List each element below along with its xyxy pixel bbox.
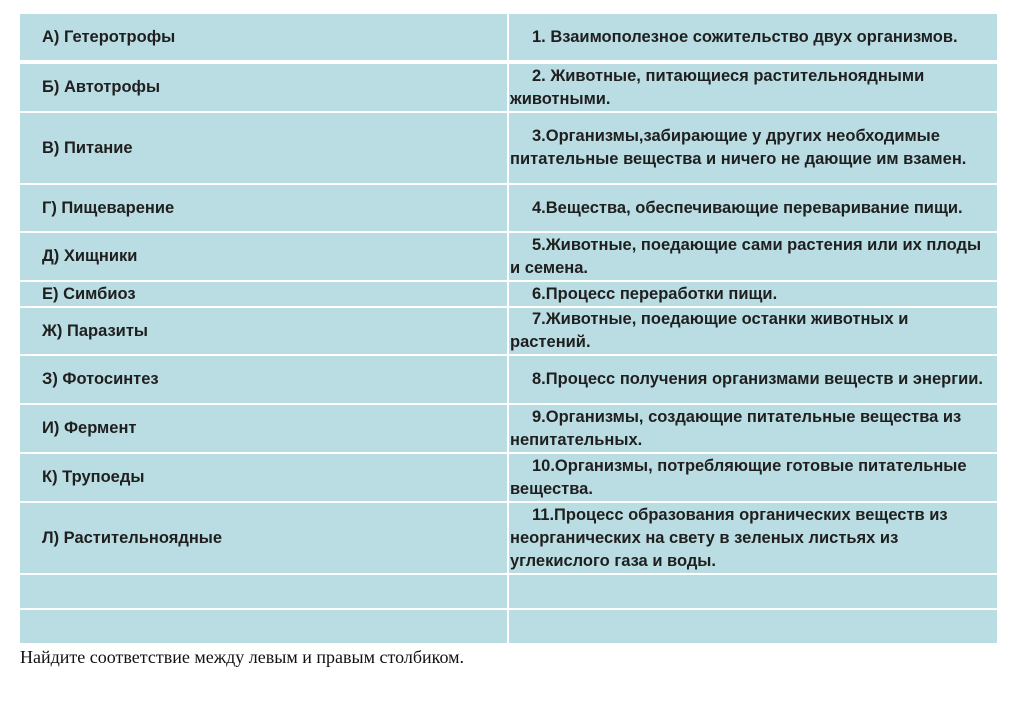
term-label: Б) Автотрофы	[42, 78, 161, 96]
right-cell	[509, 308, 997, 354]
left-cell	[20, 113, 507, 183]
right-cell	[509, 356, 997, 403]
term-label: Г) Пищеварение	[42, 198, 175, 217]
left-cell	[20, 185, 507, 231]
term-label: В) Питание	[42, 138, 133, 157]
table-row	[20, 308, 997, 354]
left-cell	[20, 454, 507, 501]
left-cell	[20, 282, 507, 306]
left-cell	[20, 233, 507, 280]
definition-text: 4.Вещества, обеспечивающие переваривание пищи.	[532, 198, 963, 217]
table-row	[20, 185, 997, 231]
table-row	[20, 14, 997, 60]
term-label: Ж) Паразиты	[42, 321, 149, 340]
right-cell	[509, 113, 997, 183]
definition-text: 2. Животные, питающиеся растительноядными животными.	[510, 66, 925, 108]
right-cell	[509, 405, 997, 452]
left-cell	[20, 356, 507, 403]
left-cell	[20, 308, 507, 354]
table-row	[20, 356, 997, 403]
instruction-text: Найдите соответствие между левым и правым столбиком.	[20, 647, 465, 667]
table-row	[20, 610, 997, 643]
table-row	[20, 233, 997, 280]
right-cell	[509, 282, 997, 306]
table-row	[20, 503, 997, 573]
term-label: К) Трупоеды	[42, 468, 145, 486]
definition-text: 6.Процесс переработки пищи.	[532, 284, 778, 303]
term-label: З) Фотосинтез	[42, 370, 159, 388]
left-cell	[20, 64, 507, 111]
right-cell	[509, 233, 997, 280]
definition-text: 9.Организмы, создающие питательные вещества из непитательных.	[510, 407, 962, 449]
left-cell	[20, 14, 507, 60]
left-cell	[20, 405, 507, 452]
table-row	[20, 454, 997, 501]
left-cell	[20, 503, 507, 573]
left-cell	[20, 575, 507, 608]
right-cell	[509, 454, 997, 501]
right-cell	[509, 14, 997, 60]
right-cell	[509, 185, 997, 231]
term-label: А) Гетеротрофы	[42, 27, 176, 46]
table-row	[20, 575, 997, 608]
term-label: И) Фермент	[42, 419, 137, 437]
right-cell	[509, 610, 997, 643]
definition-text: 11.Процесс образования органических веществ из неорганических на свету в зеленых листьях из углекислого газа и воды.	[510, 505, 948, 570]
definition-text: 10.Организмы, потребляющие готовые питательные вещества.	[510, 456, 967, 498]
definition-text: 3.Организмы,забирающие у других необходимые питательные вещества и ничего не дающие им взамен.	[510, 127, 967, 168]
definition-text: 8.Процесс получения организмами веществ и энергии.	[532, 370, 983, 388]
right-cell	[509, 64, 997, 111]
matching-table	[20, 14, 997, 643]
definition-text: 5.Животные, поедающие сами растения или их плоды и семена.	[510, 235, 982, 277]
term-label: Д) Хищники	[42, 247, 138, 265]
term-label: Л) Растительноядные	[42, 528, 223, 547]
definition-text: 1. Взаимополезное сожительство двух организмов.	[532, 27, 958, 46]
term-label: Е) Симбиоз	[42, 284, 136, 303]
definition-text: 7.Животные, поедающие останки животных и растений.	[510, 310, 909, 351]
table-row	[20, 282, 997, 306]
table-row	[20, 64, 997, 111]
right-cell	[509, 575, 997, 608]
table-row	[20, 113, 997, 183]
table-row	[20, 405, 997, 452]
left-cell	[20, 610, 507, 643]
right-cell	[509, 503, 997, 573]
